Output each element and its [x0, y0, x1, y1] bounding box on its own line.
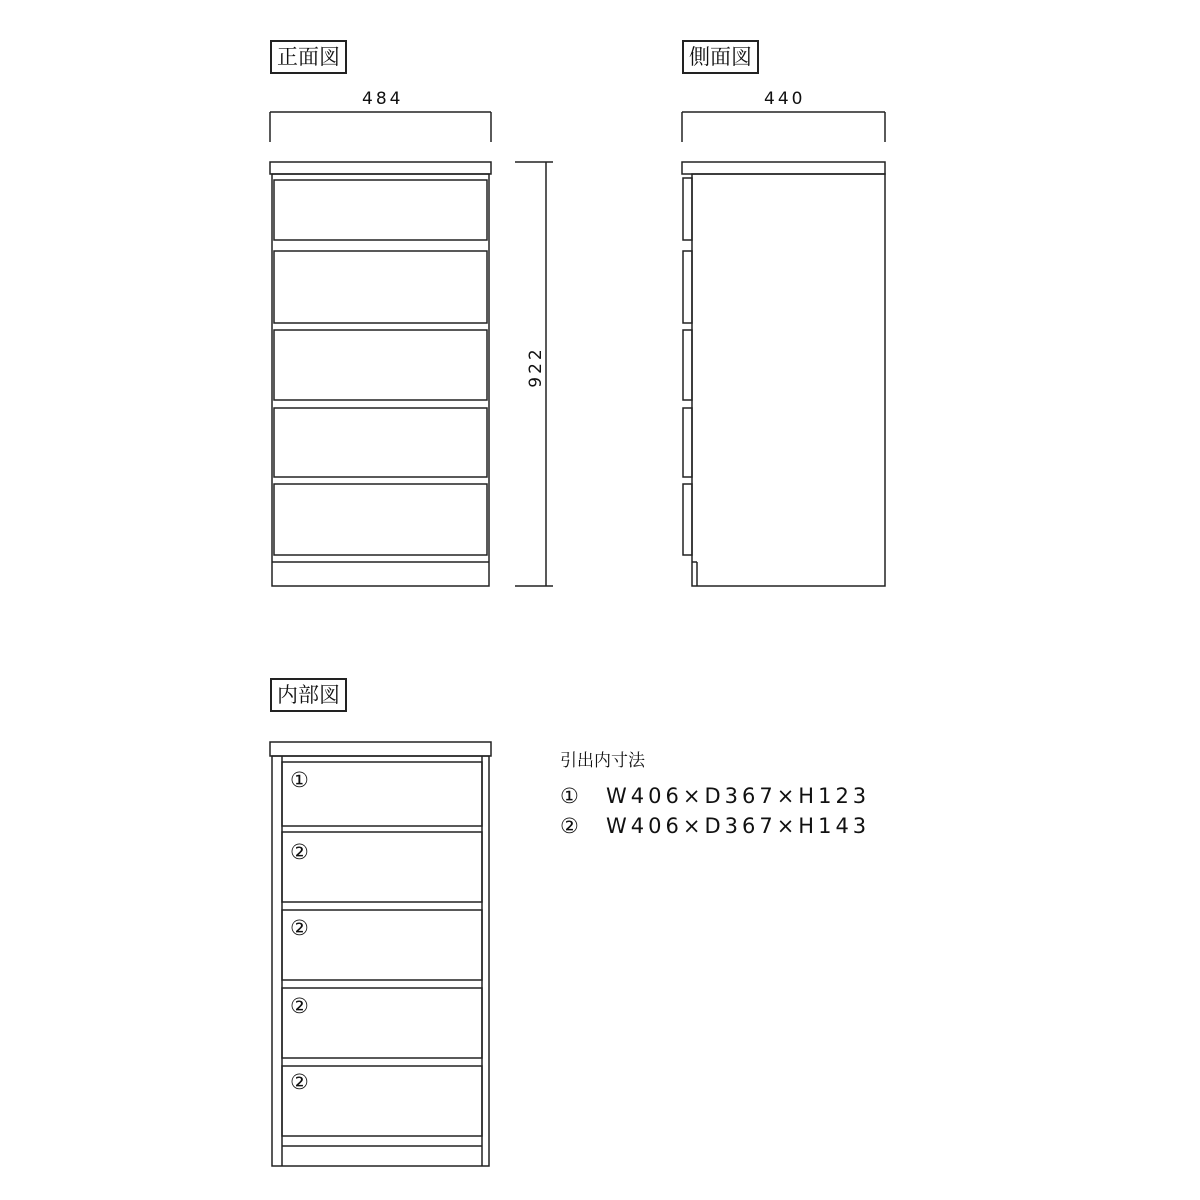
front-drawer — [274, 251, 487, 323]
interior-drawer — [282, 910, 482, 980]
drawer-spec-marker: ① — [560, 784, 579, 808]
drawer-spec-text: W406×D367×H123 — [606, 784, 871, 808]
front-view-label: 正面図 — [270, 40, 347, 74]
side-drawer-front — [683, 484, 692, 555]
side-drawer-front — [683, 330, 692, 400]
front-view-cabinet — [270, 162, 491, 586]
side-view-label: 側面図 — [682, 40, 759, 74]
height-dimension-line — [515, 162, 553, 586]
front-drawer — [274, 484, 487, 555]
interior-drawer — [282, 832, 482, 902]
drawer-marker: ① — [290, 768, 309, 792]
front-drawer — [274, 330, 487, 400]
front-width-dimension-line — [270, 112, 491, 142]
interior-drawer — [282, 762, 482, 826]
interior-view-cabinet — [270, 742, 491, 1166]
interior-drawer — [282, 988, 482, 1058]
side-drawer-front — [683, 408, 692, 477]
drawer-spec-marker: ② — [560, 814, 579, 838]
drawer-marker: ② — [290, 1070, 309, 1094]
drawer-spec-text: W406×D367×H143 — [606, 814, 871, 838]
side-view-cabinet — [682, 162, 885, 586]
front-width-dimension: 484 — [362, 89, 404, 109]
side-depth-dimension: 440 — [764, 89, 806, 109]
side-drawer-front — [683, 251, 692, 323]
drawer-marker: ② — [290, 916, 309, 940]
drawer-specs-title: 引出内寸法 — [560, 751, 645, 771]
height-dimension: 922 — [526, 346, 546, 388]
side-depth-dimension-line — [682, 112, 885, 142]
front-drawer — [274, 180, 487, 240]
drawer-marker: ② — [290, 840, 309, 864]
interior-drawer — [282, 1066, 482, 1136]
drawer-marker: ② — [290, 994, 309, 1018]
interior-view-label: 内部図 — [270, 678, 347, 712]
front-drawer — [274, 408, 487, 477]
side-drawer-front — [683, 178, 692, 240]
